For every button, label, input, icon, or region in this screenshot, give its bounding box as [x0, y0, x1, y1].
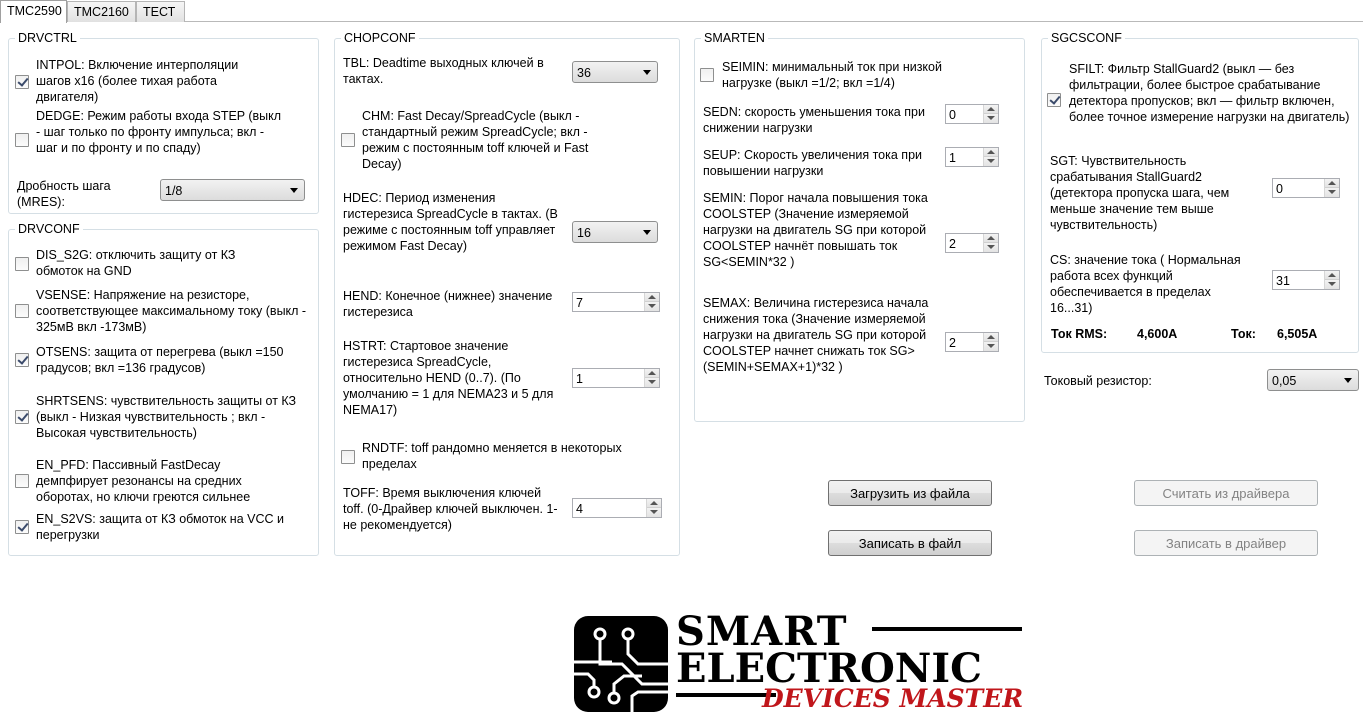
rndtf-checkbox[interactable]: [341, 450, 355, 464]
seimin-checkbox[interactable]: [700, 68, 714, 82]
seimin-label: SEIMIN: минимальный ток при низкой нагрузке (выкл =1/2; вкл =1/4): [722, 60, 942, 90]
mres-label: Дробность шага (MRES):: [17, 179, 111, 209]
toff-value: 4: [576, 502, 583, 516]
hdec-value: 16: [577, 226, 591, 240]
spin-down-icon[interactable]: [984, 114, 998, 123]
sgt-stepper[interactable]: [1272, 178, 1340, 198]
spin-down-icon[interactable]: [1325, 188, 1339, 197]
intpol-label: INTPOL: Включение интерполяции шагов x16 (более тихая работа двигателя): [36, 58, 239, 104]
chevron-down-icon: [290, 188, 298, 193]
en-s2vs-checkbox[interactable]: [15, 520, 29, 534]
semin-value: 2: [949, 237, 956, 251]
write-to-driver-button[interactable]: Записать в драйвер: [1134, 530, 1318, 556]
shrtsens-checkbox[interactable]: [15, 410, 29, 424]
spin-down-icon[interactable]: [984, 342, 998, 351]
stepper-buttons: [1324, 179, 1339, 197]
save-to-file-button[interactable]: Записать в файл: [828, 530, 992, 556]
chevron-down-icon: [1344, 378, 1352, 383]
stepper-buttons: [644, 293, 659, 311]
hend-label: HEND: Конечное (нижнее) значение гистерезиса: [343, 289, 553, 319]
stepper-buttons: [644, 369, 659, 387]
stepper-buttons: [983, 148, 998, 166]
hend-stepper[interactable]: [572, 292, 660, 312]
sgcsconf-title: SGCSCONF: [1048, 30, 1125, 46]
rms-current-label: Ток RMS:: [1051, 327, 1108, 341]
semax-label: SEMAX: Величина гистерезиса начала снижения тока (Значение измеряемой нагрузки на двигатель SG при которой COOLSTEP начнет снижать ток SG>(SEMIN+SEMAX+1)*32 ): [703, 296, 929, 374]
tab-strip: [0, 0, 1363, 22]
chm-label: CHM: Fast Decay/SpreadCycle (выкл - стандартный режим SpreadCycle; вкл - режим с постоянным toff ключей и Fast Decay): [362, 109, 589, 171]
sgt-value: 0: [1276, 182, 1283, 196]
hstrt-value: 1: [576, 372, 583, 386]
tab-test[interactable]: ТЕСТ: [136, 1, 185, 22]
seup-stepper[interactable]: [945, 147, 999, 167]
toff-label: TOFF: Время выключения ключей toff. (0-Драйвер ключей выключен. 1- не рекомендуется): [343, 486, 558, 532]
vsense-label: VSENSE: Напряжение на резисторе, соответствующее максимальному току (выкл - 325мВ вкл -173мВ): [36, 288, 307, 334]
circuit-logo-icon: [572, 614, 670, 714]
sedn-value: 0: [949, 108, 956, 122]
tbl-select[interactable]: [572, 61, 658, 83]
spin-down-icon[interactable]: [1325, 280, 1339, 289]
peak-current-label: Ток:: [1231, 327, 1256, 341]
spin-down-icon[interactable]: [647, 508, 661, 517]
logo-text-electronic: ELECTRONIC: [676, 645, 982, 692]
tab-tmc2160[interactable]: TMC2160: [67, 1, 136, 22]
spin-down-icon[interactable]: [984, 243, 998, 252]
tbl-value: 36: [577, 66, 591, 80]
tbl-label: TBL: Deadtime выходных ключей в тактах.: [343, 56, 544, 86]
mres-value: 1/8: [165, 184, 183, 198]
chm-checkbox[interactable]: [341, 133, 355, 147]
otsens-label: OTSENS: защита от перегрева (выкл =150 градусов; вкл =136 градусов): [36, 345, 284, 375]
logo-rule-top: [872, 627, 1022, 631]
chevron-down-icon: [643, 230, 651, 235]
hdec-select[interactable]: [572, 221, 658, 243]
spin-up-icon[interactable]: [1325, 271, 1339, 280]
smarten-title: SMARTEN: [701, 30, 768, 46]
dedge-checkbox[interactable]: [15, 133, 29, 147]
stepper-buttons: [1324, 271, 1339, 289]
dis-s2g-label: DIS_S2G: отключить защиту от КЗ обмоток на GND: [36, 248, 236, 278]
intpol-checkbox[interactable]: [15, 75, 29, 89]
rndtf-label: RNDTF: toff рандомно меняется в некоторых пределах: [362, 441, 622, 471]
spin-up-icon[interactable]: [645, 293, 659, 302]
sgt-label: SGT: Чувствительность срабатывания StallGuard2 (детектора пропуска шага, чем меньше значение тем выше чувствительность): [1050, 154, 1230, 232]
cs-label: CS: значение тока ( Нормальная работа всех функций обеспечивается в пределах 16...31): [1050, 253, 1241, 315]
hend-value: 7: [576, 296, 583, 310]
hdec-label: HDEC: Период изменения гистерезиса SpreadCycle в тактах. (В режиме с постоянным toff управляет режимом Fast Decay): [343, 191, 558, 253]
spin-down-icon[interactable]: [645, 302, 659, 311]
en-pfd-label: EN_PFD: Пассивный FastDecay демпфирует резонансы на средних оборотах, но ключи греются сильнее: [36, 458, 251, 504]
resistor-select[interactable]: [1267, 369, 1359, 391]
semax-value: 2: [949, 336, 956, 350]
load-from-file-button[interactable]: Загрузить из файла: [828, 480, 992, 506]
toff-stepper[interactable]: [572, 498, 662, 518]
seup-label: SEUP: Скорость увеличения тока при повышении нагрузки: [703, 148, 923, 178]
rms-current-value: 4,600А: [1137, 327, 1178, 341]
cs-stepper[interactable]: [1272, 270, 1340, 290]
spin-up-icon[interactable]: [984, 148, 998, 157]
sfilt-checkbox[interactable]: [1047, 93, 1061, 107]
dis-s2g-checkbox[interactable]: [15, 257, 29, 271]
spin-up-icon[interactable]: [1325, 179, 1339, 188]
tab-tmc2590[interactable]: TMC2590: [0, 0, 67, 23]
stepper-buttons: [646, 499, 661, 517]
stepper-buttons: [983, 333, 998, 351]
peak-current-value: 6,505А: [1277, 327, 1318, 341]
spin-up-icon[interactable]: [984, 234, 998, 243]
mres-select[interactable]: [160, 179, 305, 201]
cs-value: 31: [1276, 274, 1290, 288]
resistor-label: Токовый резистор:: [1044, 374, 1152, 388]
spin-down-icon[interactable]: [645, 378, 659, 387]
drvconf-title: DRVCONF: [15, 221, 83, 237]
spin-up-icon[interactable]: [984, 333, 998, 342]
vsense-checkbox[interactable]: [15, 304, 29, 318]
semax-stepper[interactable]: [945, 332, 999, 352]
dedge-label: DEDGE: Режим работы входа STEP (выкл - шаг только по фронту импульса; вкл - шаг и по фронту и по спаду): [36, 109, 282, 155]
spin-up-icon[interactable]: [645, 369, 659, 378]
logo-text-smart: SMART: [676, 608, 848, 655]
semin-stepper[interactable]: [945, 233, 999, 253]
sfilt-label: SFILT: Фильтр StallGuard2 (выкл — без фильтрации, более быстрое срабатывание детектора пропусков; вкл — фильтр включен, более точное измерение нагрузки на двигатель): [1069, 62, 1350, 124]
spin-down-icon[interactable]: [984, 157, 998, 166]
en-pfd-checkbox[interactable]: [15, 474, 29, 488]
spin-up-icon[interactable]: [984, 105, 998, 114]
sedn-stepper[interactable]: [945, 104, 999, 124]
logo-text-devices-master: DEVICES MASTER: [762, 684, 1024, 713]
stepper-buttons: [983, 234, 998, 252]
logo: [572, 608, 1027, 714]
sedn-label: SEDN: скорость уменьшения тока при снижении нагрузки: [703, 105, 925, 135]
hstrt-label: HSTRT: Стартовое значение гистерезиса SpreadCycle, относительно HEND (0..7). (По умолчанию = 1 для NEMA23 и 5 для NEMA17): [343, 339, 554, 417]
read-from-driver-button[interactable]: Считать из драйвера: [1134, 480, 1318, 506]
hstrt-stepper[interactable]: [572, 368, 660, 388]
logo-rule-bottom: [676, 693, 776, 697]
chopconf-title: CHOPCONF: [341, 30, 419, 46]
stepper-buttons: [983, 105, 998, 123]
chevron-down-icon: [643, 70, 651, 75]
otsens-checkbox[interactable]: [15, 353, 29, 367]
en-s2vs-label: EN_S2VS: защита от КЗ обмоток на VCC и перегрузки: [36, 512, 284, 542]
resistor-value: 0,05: [1272, 374, 1297, 388]
shrtsens-label: SHRTSENS: чувствительность защиты от КЗ (выкл - Низкая чувствительность ; вкл - Высокая чувствительность): [36, 394, 297, 440]
spin-up-icon[interactable]: [647, 499, 661, 508]
seup-value: 1: [949, 151, 956, 165]
semin-label: SEMIN: Порог начала повышения тока COOLSTEP (Значение измеряемой нагрузки на двигатель SG при которой COOLSTEP начнёт повышать ток SG<SEMIN*32 ): [703, 191, 928, 269]
drvctrl-title: DRVCTRL: [15, 30, 80, 46]
